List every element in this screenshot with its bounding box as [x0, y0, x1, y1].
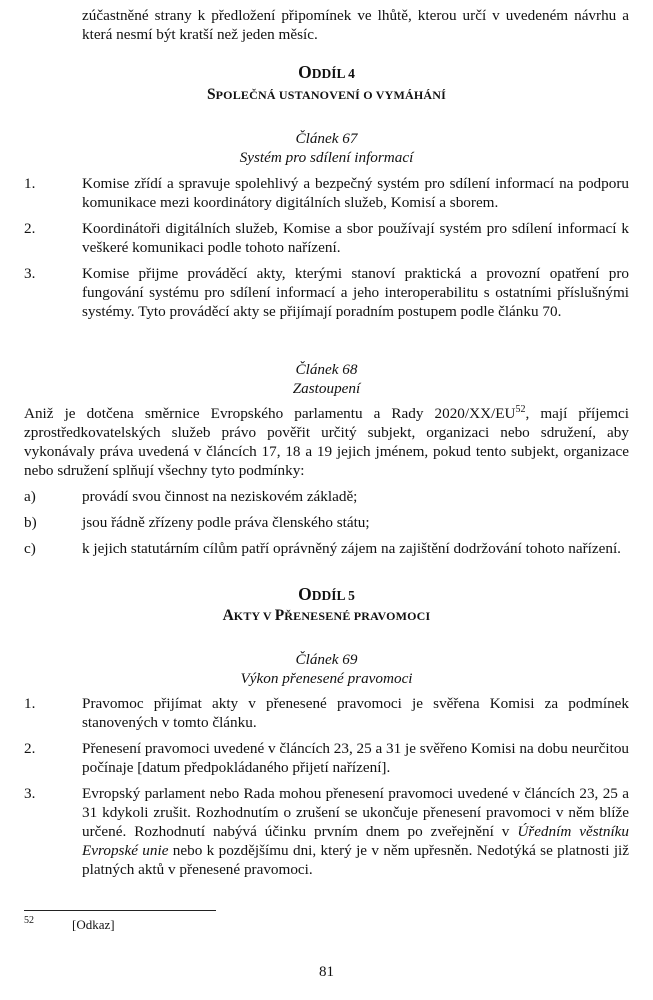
item-letter: c) [24, 540, 36, 557]
item-letter: b) [24, 514, 37, 531]
item-text: Evropský parlament nebo Rada mohou přenesení pravomoci uvedené v článcích 23, 25 a 31 kdykoli zrušit. Rozhodnutím o zrušení se ukončuje přenesení pravomoci v něm blíže určené. Rozhodnutí nabývá účinku prvním dnem po zveřejnění v Úředním věstníku Evropské unie nebo k pozdějšímu dni, který je v něm upřesněn. Nedotýká se platnosti již platných aktů v přenesené pravomoci. [82, 785, 630, 878]
item-text: Koordinátoři digitálních služeb, Komise a sbor používají systém pro sdílení informací k veškeré komunikaci podle tohoto nařízení. [82, 220, 629, 256]
section-4-heading: SPOLEČNÁ USTANOVENÍ O VYMÁHÁNÍ [207, 86, 446, 103]
article-69-title: Výkon přenesené pravomoci [240, 670, 413, 687]
item-text: jsou řádně zřízeny podle práva členského státu; [82, 514, 370, 531]
item-number: 1. [24, 175, 36, 192]
item-number: 1. [24, 695, 36, 712]
item-number: 3. [24, 785, 36, 802]
item-number: 2. [24, 220, 36, 237]
article-67-label: Článek 67 [295, 130, 358, 147]
footnote-text: [Odkaz] [72, 917, 115, 932]
item-text: Pravomoc přijímat akty v přenesené pravomoci je svěřena Komisi za podmínek stanovených v tomto článku. [82, 695, 629, 731]
article-68-label: Článek 68 [295, 361, 358, 378]
item-text: k jejich statutárním cílům patří oprávněný zájem na zajištění dodržování tohoto nařízení. [82, 540, 621, 557]
section-5-label: ODDÍL 5 [298, 584, 355, 604]
journal-name: Úředním věstníku Evropské unie [82, 823, 629, 859]
item-number: 3. [24, 265, 36, 282]
footnote-reference[interactable]: 52 [515, 404, 526, 415]
item-text: provádí svou činnost na neziskovém základě; [82, 488, 358, 505]
item-letter: a) [24, 488, 36, 505]
footnote-mark: 52 [24, 915, 34, 926]
section-4-label: ODDÍL 4 [298, 62, 355, 82]
intro-paragraph: zúčastněné strany k předložení připomínek ve lhůtě, kterou určí v uvedeném návrhu a která nesmí být kratší než jeden měsíc. [82, 7, 629, 43]
page-number: 81 [319, 964, 334, 980]
item-number: 2. [24, 740, 36, 757]
section-5-heading: AKTY V PŘENESENÉ PRAVOMOCI [222, 607, 431, 624]
item-text: Komise zřídí a spravuje spolehlivý a bezpečný systém pro sdílení informací na podporu komunikace mezi koordinátory digitálních služeb, Komisí a sborem. [82, 175, 629, 211]
article-67-title: Systém pro sdílení informací [239, 149, 414, 166]
footnote-divider [24, 910, 216, 911]
article-68-title: Zastoupení [292, 380, 361, 397]
article-69-label: Článek 69 [295, 651, 358, 668]
item-text: Komise přijme prováděcí akty, kterými stanoví praktická a provozní opatření pro fungování systému pro sdílení informací a jeho interoperabilitu s ostatními příslušnými systémy. Tyto prováděcí akty se přijímají poradním postupem podle článku 70. [82, 265, 629, 320]
article-68-paragraph: Aniž je dotčena směrnice Evropského parlamentu a Rady 2020/XX/EU$^{52}$, mají příjemci zprostředkovatelských služeb právo pověřit určitý subjekt, organizaci nebo sdružení, aby vykonávaly práva uvedená v článcích 17, 18 a 19 jejich jménem, pokud tento subjekt, organizace nebo sdružení splňují všechny tyto podmínky: [24, 404, 629, 479]
item-text: Přenesení pravomoci uvedené v článcích 23, 25 a 31 je svěřeno Komisi na dobu neurčitou počínaje [datum předpokládaného přijetí nařízení]. [82, 740, 630, 776]
